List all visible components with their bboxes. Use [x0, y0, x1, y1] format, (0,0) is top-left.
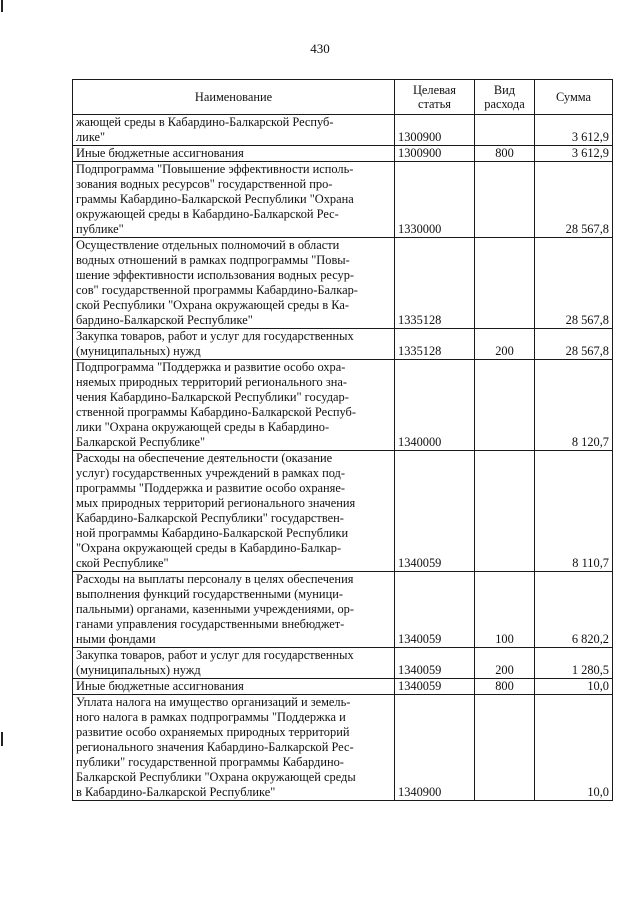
row-code: 1335128 — [395, 238, 475, 329]
row-type — [475, 360, 535, 451]
row-type — [475, 451, 535, 572]
row-name — [73, 695, 395, 801]
row-name-line: Расходы на обеспечение деятельности (оказание — [76, 451, 333, 465]
row-name-line: Балкарской Республики "Охрана окружающей среды — [76, 770, 356, 784]
row-sum: 10,0 — [535, 695, 613, 801]
row-code: 1340000 — [395, 360, 475, 451]
row-name-line: ной программы Кабардино-Балкарской Республики — [76, 526, 349, 540]
row-name — [73, 146, 395, 162]
row-type: 800 — [475, 146, 535, 162]
row-name-line: публики" государственной программы Кабардино- — [76, 755, 344, 769]
row-name-line: мых природных территорий регионального значения — [76, 496, 356, 510]
row-name-line: (муниципальных) нужд — [76, 344, 201, 358]
table-row — [73, 238, 613, 329]
row-name-line: Уплата налога на имущество организаций и земель- — [76, 695, 351, 709]
row-name — [73, 451, 395, 572]
page-number: 430 — [310, 41, 330, 56]
row-code: 1300900 — [395, 146, 475, 162]
row-name-line: водных отношений в рамках подпрограммы "Повы- — [76, 253, 350, 267]
row-type: 800 — [475, 679, 535, 695]
row-name-line: Осуществление отдельных полномочий в области — [76, 238, 340, 252]
row-name-line: бардино-Балкарской Республике" — [76, 313, 253, 327]
row-sum: 3 612,9 — [535, 115, 613, 146]
row-sum: 28 567,8 — [535, 329, 613, 360]
row-name — [73, 648, 395, 679]
table-row — [73, 146, 613, 162]
table-header-row — [73, 80, 613, 115]
budget-table — [72, 79, 613, 801]
row-type: 100 — [475, 572, 535, 648]
row-name-line: жающей среды в Кабардино-Балкарской Респуб- — [76, 115, 334, 129]
row-name-line: ными фондами — [76, 632, 156, 646]
row-name — [73, 162, 395, 238]
row-sum: 10,0 — [535, 679, 613, 695]
row-name-line: Иные бюджетные ассигнования — [76, 679, 244, 693]
header-name: Наименование — [73, 80, 395, 115]
row-name-line: ного налога в рамках подпрограммы "Поддержка и — [76, 710, 346, 724]
row-name-line: граммы Кабардино-Балкарской Республики "Охрана — [76, 192, 354, 206]
row-sum: 28 567,8 — [535, 162, 613, 238]
row-type: 200 — [475, 648, 535, 679]
row-name-line: услуг) государственных учреждений в рамках под- — [76, 466, 345, 480]
table-row — [73, 329, 613, 360]
row-name-line: няемых природных территорий регионального зна- — [76, 375, 347, 389]
row-name-line: зования водных ресурсов" государственной про- — [76, 177, 333, 191]
row-sum: 28 567,8 — [535, 238, 613, 329]
row-name-line: Иные бюджетные ассигнования — [76, 146, 244, 160]
row-name-line: Закупка товаров, работ и услуг для государственных — [76, 329, 354, 343]
row-name-line: лике" — [76, 130, 106, 144]
row-name-line: шение эффективности использования водных ресур- — [76, 268, 355, 282]
table-row — [73, 451, 613, 572]
row-name-line: ской Республики "Охрана окружающей среды в Ка- — [76, 298, 349, 312]
scan-edge-mark — [1, 732, 3, 746]
row-name-line: "Охрана окружающей среды в Кабардино-Балкар- — [76, 541, 342, 555]
table-row — [73, 115, 613, 146]
row-name-line: Кабардино-Балкарской Республики" государствен- — [76, 511, 344, 525]
row-name — [73, 679, 395, 695]
row-name-line: сов" государственной программы Кабардино-Балкар- — [76, 283, 358, 297]
row-name — [73, 115, 395, 146]
row-type — [475, 695, 535, 801]
row-code: 1340059 — [395, 648, 475, 679]
row-code: 1340059 — [395, 679, 475, 695]
row-name-line: Расходы на выплаты персоналу в целях обеспечения — [76, 572, 354, 586]
row-code: 1340900 — [395, 695, 475, 801]
header-type — [475, 80, 535, 115]
scan-edge-mark — [1, 0, 3, 12]
row-code: 1300900 — [395, 115, 475, 146]
header-code-line: статья — [417, 97, 451, 111]
row-type — [475, 238, 535, 329]
header-code-line: Целевая — [412, 83, 457, 97]
row-name-line: Подпрограмма "Поддержка и развитие особо охра- — [76, 360, 346, 374]
table-row — [73, 648, 613, 679]
row-name-line: развитие особо охраняемых природных территорий — [76, 725, 350, 739]
table-row — [73, 695, 613, 801]
row-name-line: регионального значения Кабардино-Балкарской Рес- — [76, 740, 354, 754]
row-sum: 1 280,5 — [535, 648, 613, 679]
header-type-line: расхода — [484, 97, 525, 111]
row-sum: 8 110,7 — [535, 451, 613, 572]
row-name — [73, 238, 395, 329]
table-row — [73, 679, 613, 695]
row-name-line: Балкарской Республике" — [76, 435, 206, 449]
header-sum: Сумма — [535, 80, 613, 115]
row-sum: 3 612,9 — [535, 146, 613, 162]
row-code: 1335128 — [395, 329, 475, 360]
row-code: 1340059 — [395, 451, 475, 572]
row-sum: 8 120,7 — [535, 360, 613, 451]
row-name-line: публике" — [76, 222, 124, 236]
row-name — [73, 360, 395, 451]
table-row — [73, 162, 613, 238]
row-name-line: окружающей среды в Кабардино-Балкарской Рес- — [76, 207, 339, 221]
row-type — [475, 162, 535, 238]
row-code: 1340059 — [395, 572, 475, 648]
row-sum: 6 820,2 — [535, 572, 613, 648]
row-name-line: Подпрограмма "Повышение эффективности исполь- — [76, 162, 354, 176]
row-name-line: лики "Охрана окружающей среды в Кабардино- — [76, 420, 330, 434]
header-type-line: Вид — [493, 83, 516, 97]
row-name-line: чения Кабардино-Балкарской Республики" государ- — [76, 390, 349, 404]
row-name-line: ственной программы Кабардино-Балкарской Респуб- — [76, 405, 356, 419]
header-code — [395, 80, 475, 115]
row-type — [475, 115, 535, 146]
row-name-line: ской Республике" — [76, 556, 169, 570]
row-type: 200 — [475, 329, 535, 360]
row-name-line: ганами управления государственными внебюджет- — [76, 617, 345, 631]
table-row — [73, 360, 613, 451]
row-name-line: (муниципальных) нужд — [76, 663, 201, 677]
row-name-line: выполнения функций государственными (муници- — [76, 587, 343, 601]
row-code: 1330000 — [395, 162, 475, 238]
table-row — [73, 572, 613, 648]
row-name-line: программы "Поддержка и развитие особо охраняе- — [76, 481, 346, 495]
row-name-line: в Кабардино-Балкарской Республике" — [76, 785, 276, 799]
row-name-line: пальными) органами, казенными учреждениями, ор- — [76, 602, 355, 616]
row-name — [73, 329, 395, 360]
row-name — [73, 572, 395, 648]
row-name-line: Закупка товаров, работ и услуг для государственных — [76, 648, 354, 662]
